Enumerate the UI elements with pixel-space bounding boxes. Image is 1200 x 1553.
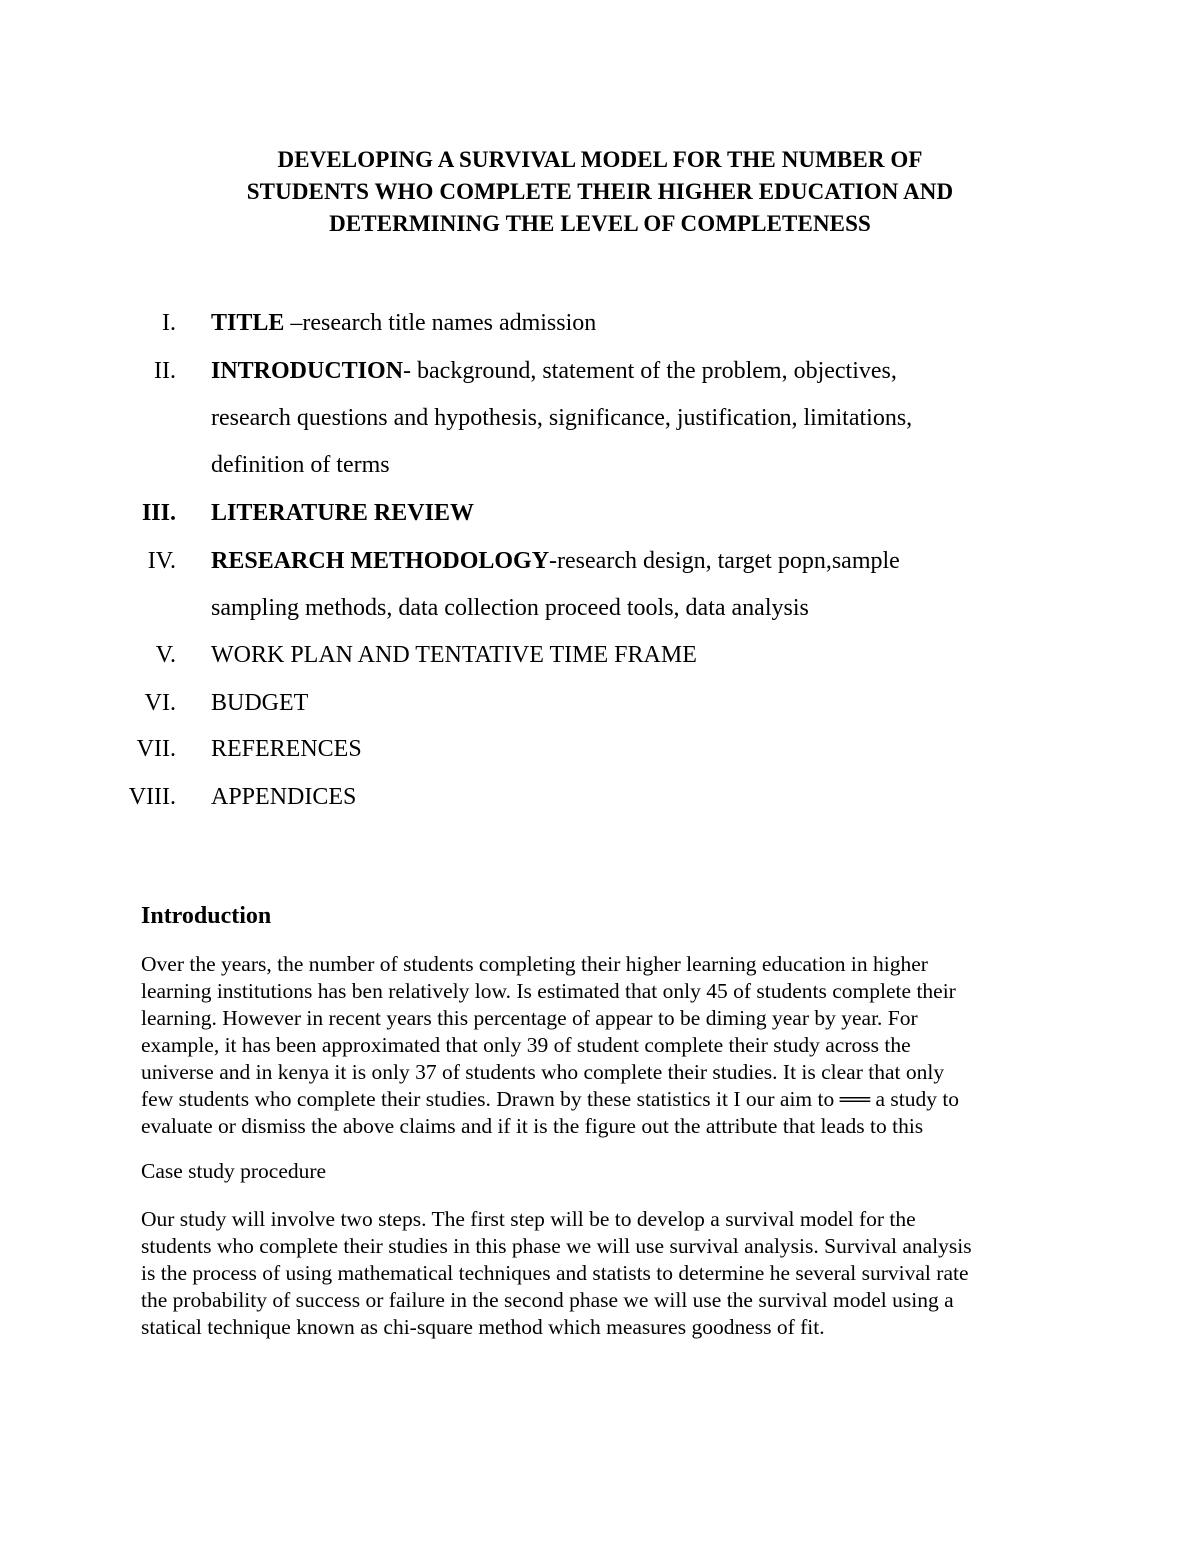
paragraph-line: students who complete their studies in this phase we will use survival analysis. Survival analysis — [141, 1234, 972, 1258]
case-study-label: Case study procedure — [141, 1159, 327, 1183]
title-line: DETERMINING THE LEVEL OF COMPLETENESS — [329, 211, 871, 236]
outline-text: sampling methods, data collection proceed tools, data analysis — [211, 595, 809, 621]
outline-numeral: VII. — [136, 736, 176, 762]
paragraph-line: example, it has been approximated that only 39 of student complete their study across the — [141, 1033, 911, 1057]
paragraph-line: few students who complete their studies. Drawn by these statistics it I our aim to ══ a study to — [141, 1087, 960, 1111]
paragraph-line: universe and in kenya it is only 37 of students who complete their studies. It is clear that only — [141, 1060, 945, 1084]
outline-text: WORK PLAN AND TENTATIVE TIME FRAME — [211, 642, 697, 668]
outline-heading: RESEARCH METHODOLOGY — [211, 548, 550, 574]
outline-heading: INTRODUCTION — [211, 358, 404, 384]
outline-numeral: VI. — [144, 690, 176, 716]
paragraph-line: Over the years, the number of students completing their higher learning education in higher — [141, 952, 928, 976]
introduction-heading: Introduction — [141, 903, 272, 929]
outline-text: REFERENCES — [211, 736, 362, 762]
outline-numeral: V. — [155, 642, 176, 668]
outline-heading: LITERATURE REVIEW — [211, 500, 474, 526]
outline-text: BUDGET — [211, 690, 309, 716]
outline-numeral: IV. — [147, 548, 176, 574]
paragraph-line: learning institutions has ben relatively low. Is estimated that only 45 of students complete their — [141, 979, 956, 1003]
outline-text: - background, statement of the problem, objectives, — [403, 358, 897, 384]
outline-numeral: I. — [162, 310, 176, 336]
outline-text: –research title names admission — [284, 310, 597, 336]
paragraph-line: evaluate or dismiss the above claims and if it is the figure out the attribute that leads to this — [141, 1114, 924, 1138]
outline-text: -research design, target popn,sample — [549, 548, 900, 574]
document-title — [100, 144, 1100, 240]
paragraph-line: is the process of using mathematical techniques and statists to determine he several survival rate — [141, 1261, 969, 1285]
outline-text: APPENDICES — [211, 784, 357, 810]
paragraph-line: Our study will involve two steps. The first step will be to develop a survival model for the — [141, 1207, 916, 1231]
outline-heading: TITLE — [211, 310, 285, 336]
outline-text: definition of terms — [211, 452, 390, 478]
paragraph-line: statical technique known as chi-square method which measures goodness of fit. — [141, 1315, 825, 1339]
outline-numeral: VIII. — [128, 784, 176, 810]
case-study-paragraph — [141, 1206, 1071, 1341]
paragraph-line: learning. However in recent years this percentage of appear to be diming year by year. For — [141, 1006, 918, 1030]
paragraph-line: the probability of success or failure in the second phase we will use the survival model using a — [141, 1288, 954, 1312]
outline-numeral: III. — [141, 500, 176, 526]
title-line: STUDENTS WHO COMPLETE THEIR HIGHER EDUCATION AND — [246, 179, 954, 204]
outline-numeral: II. — [154, 358, 176, 384]
introduction-paragraph — [141, 951, 1071, 1140]
title-line: DEVELOPING A SURVIVAL MODEL FOR THE NUMBER OF — [277, 147, 923, 172]
outline-text: research questions and hypothesis, significance, justification, limitations, — [211, 405, 913, 431]
